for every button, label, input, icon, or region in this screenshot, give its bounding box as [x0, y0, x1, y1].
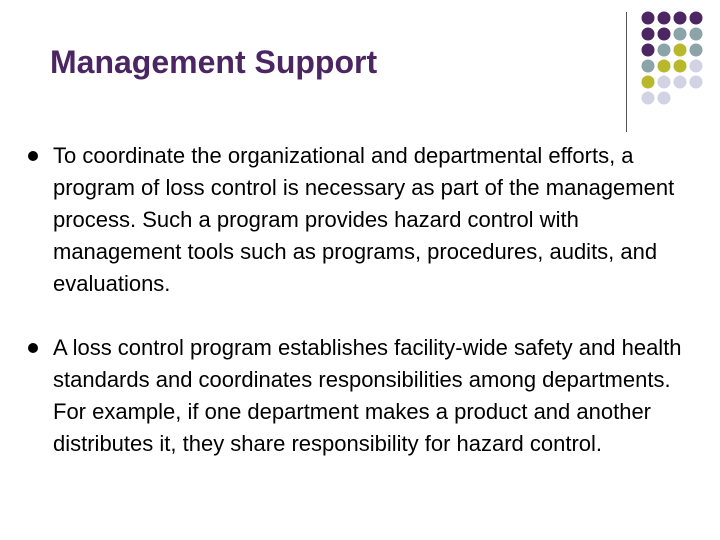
dot-grid-decoration-icon	[640, 10, 720, 120]
decoration-dot	[674, 60, 687, 73]
decoration-dot	[642, 44, 655, 57]
bullet-dot-icon	[28, 151, 38, 161]
decoration-dot	[642, 76, 655, 89]
decoration-dot	[690, 60, 703, 73]
decoration-dot	[642, 28, 655, 41]
decoration-dot	[674, 44, 687, 57]
decoration-dot	[674, 28, 687, 41]
decoration-dot	[690, 76, 703, 89]
decoration-dot	[690, 28, 703, 41]
bullet-text: A loss control program establishes facility-wide safety and health standards and coordinates responsibilities among departments. For example, if one department makes a product and another distributes it, they share responsibility for hazard control.	[53, 335, 682, 456]
bullet-dot-icon	[28, 343, 38, 353]
decoration-dot	[642, 60, 655, 73]
decoration-dot	[674, 12, 687, 25]
decoration-dot	[658, 44, 671, 57]
bullet-list	[28, 140, 698, 492]
bullet-text: To coordinate the organizational and departmental efforts, a program of loss control is necessary as part of the management process. Such a program provides hazard control with management tools such as programs, procedures, audits, and evaluations.	[53, 143, 675, 296]
decoration-dot	[658, 60, 671, 73]
decoration-dot	[690, 12, 703, 25]
decoration-dot	[690, 44, 703, 57]
vertical-divider	[626, 12, 627, 132]
decoration-dot	[658, 12, 671, 25]
bullet-item	[28, 140, 698, 300]
bullet-item	[28, 332, 698, 460]
decoration-dot	[658, 76, 671, 89]
decoration-dot	[658, 28, 671, 41]
slide-title: Management Support	[50, 44, 378, 80]
decoration-dot	[642, 92, 655, 105]
decoration-dot	[658, 92, 671, 105]
decoration-dot	[642, 12, 655, 25]
decoration-dot	[674, 76, 687, 89]
